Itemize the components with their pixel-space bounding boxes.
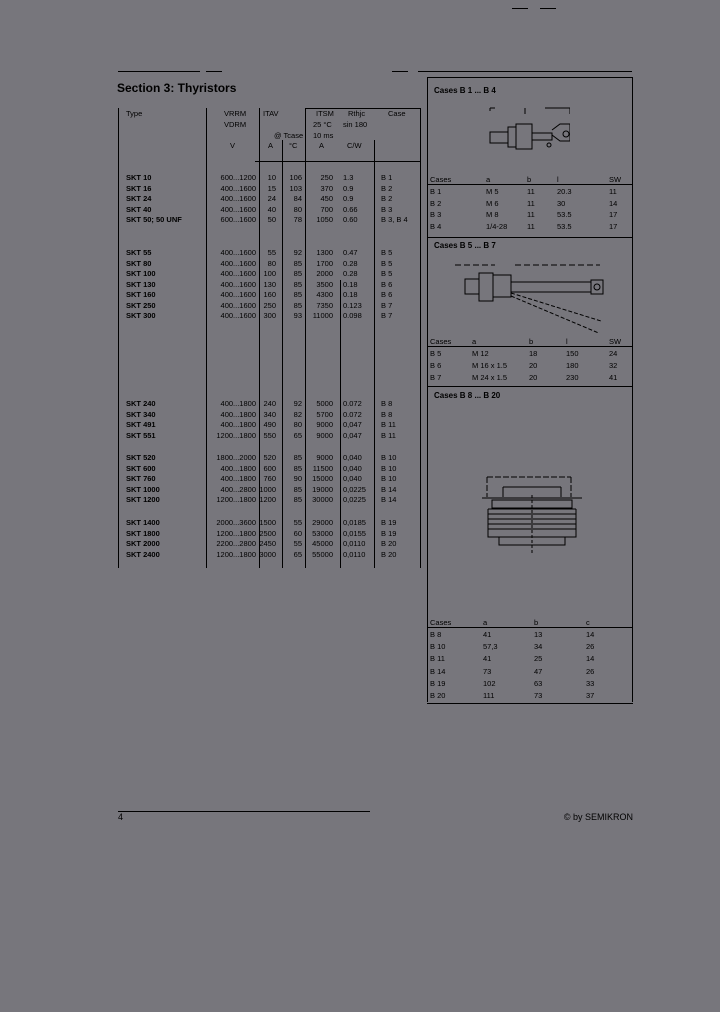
header-itsm-time: 10 ms xyxy=(313,131,334,140)
cell-type: SKT 24 xyxy=(126,194,152,203)
cell: 73 xyxy=(534,691,543,700)
cell: 37 xyxy=(586,691,595,700)
cell: 11 xyxy=(527,210,535,220)
cell-type: SKT 520 xyxy=(126,453,156,462)
cell-case: B 20 xyxy=(381,539,397,548)
cell: 73 xyxy=(483,666,492,676)
cell-voltage: 400...1800 xyxy=(220,463,256,473)
cell: 150 xyxy=(566,349,579,358)
header-3: l xyxy=(557,175,559,184)
cell: 20.3 xyxy=(557,187,572,196)
box-border xyxy=(427,703,633,704)
box-border xyxy=(427,237,633,238)
cell-voltage: 1200...1800 xyxy=(216,528,256,538)
header-2: b xyxy=(529,337,534,346)
cell-rthjc: 0,040 xyxy=(343,463,362,473)
cell-voltage: 2200...2800 xyxy=(216,539,256,548)
cell-rthjc: 0,0110 xyxy=(343,539,366,548)
cell-rthjc: 0.123 xyxy=(343,300,362,310)
cell: 11 xyxy=(527,187,535,196)
cell-voltage: 400...1600 xyxy=(220,248,256,257)
cell-case: B 11 xyxy=(381,420,396,429)
cell-tcase: 82 xyxy=(293,409,302,419)
column-rule xyxy=(118,108,119,568)
cell: M 5 xyxy=(486,187,499,196)
cell-itsm: 450 xyxy=(320,194,333,203)
cell-rthjc: 0.18 xyxy=(343,279,358,289)
cell: 111 xyxy=(483,691,495,700)
cell-itav: 340 xyxy=(263,409,276,419)
header-rthjc-cond: sin 180 xyxy=(343,120,368,129)
cell-voltage: 2000...3600 xyxy=(216,518,256,527)
header-vdrm: VDRM xyxy=(224,120,247,129)
cell-rthjc: 0,0225 xyxy=(343,484,366,494)
cell-type: SKT 1800 xyxy=(126,528,160,538)
cell: 20 xyxy=(529,361,538,370)
cell-rthjc: 1.3 xyxy=(343,173,354,182)
cell-type: SKT 130 xyxy=(126,279,156,289)
cell-itav: 2450 xyxy=(259,539,276,548)
cell-type: SKT 2000 xyxy=(126,539,160,548)
cell-type: SKT 40 xyxy=(126,204,152,214)
cell-voltage: 400...1600 xyxy=(220,290,256,299)
cell-voltage: 400...1600 xyxy=(220,183,256,193)
cell-voltage: 400...1600 xyxy=(220,258,256,268)
cell-tcase: 85 xyxy=(293,495,302,504)
header-tcase: @ Tcase xyxy=(274,131,304,140)
cell: 33 xyxy=(586,678,595,688)
divider xyxy=(540,8,556,9)
cell-voltage: 1200...1800 xyxy=(216,430,256,440)
cell-type: SKT 1200 xyxy=(126,495,160,504)
header-3: l xyxy=(566,337,568,346)
cell: 26 xyxy=(586,666,595,676)
header-vrrm: VRRM xyxy=(224,109,247,118)
cell-itav: 3000 xyxy=(259,549,276,559)
cell-tcase: 65 xyxy=(293,549,302,559)
cell-tcase: 106 xyxy=(289,173,302,182)
cell: 11 xyxy=(527,222,535,232)
cell-itav: 240 xyxy=(263,399,276,408)
cell: 26 xyxy=(586,642,595,652)
cell-tcase: 85 xyxy=(293,463,302,473)
cell-tcase: 85 xyxy=(293,300,302,310)
cell-itsm: 30000 xyxy=(312,495,333,504)
section-title: Section 3: Thyristors xyxy=(117,81,237,95)
cell: B 5 xyxy=(430,349,442,358)
cell-type: SKT 240 xyxy=(126,399,156,408)
cell: B 1 xyxy=(430,187,442,196)
cell-itsm: 1300 xyxy=(316,248,333,257)
cell-tcase: 90 xyxy=(293,474,302,483)
cell: 30 xyxy=(557,198,566,208)
cell: M 16 x 1.5 xyxy=(472,361,508,370)
cell-type: SKT 10 xyxy=(126,173,152,182)
cell-tcase: 85 xyxy=(293,258,302,268)
divider xyxy=(255,161,420,162)
box-border xyxy=(427,77,633,78)
cell-case: B 10 xyxy=(381,474,397,483)
cases-b5-b7-title: Cases B 5 ... B 7 xyxy=(434,241,496,250)
divider xyxy=(206,71,222,72)
cell-type: SKT 16 xyxy=(126,183,152,193)
cell: 13 xyxy=(534,630,543,639)
cell: 102 xyxy=(483,678,496,688)
cell-tcase: 84 xyxy=(293,194,302,203)
cell-type: SKT 250 xyxy=(126,300,156,310)
cell-itsm: 2000 xyxy=(316,269,333,278)
cell-type: SKT 491 xyxy=(126,420,156,429)
header-3: c xyxy=(586,618,590,627)
unit-a2: A xyxy=(319,141,325,150)
cell-itav: 24 xyxy=(267,194,276,203)
cell-case: B 3 xyxy=(381,204,393,214)
cell: M 6 xyxy=(486,198,499,208)
cell-itav: 300 xyxy=(263,311,276,320)
cell-rthjc: 0.18 xyxy=(343,290,358,299)
cell: 47 xyxy=(534,666,543,676)
cell-case: B 1 xyxy=(381,173,393,182)
cell-tcase: 85 xyxy=(293,484,302,494)
divider xyxy=(427,346,633,347)
cell-itav: 55 xyxy=(267,248,276,257)
cell-itav: 2500 xyxy=(259,528,276,538)
cell-rthjc: 0.098 xyxy=(343,311,362,320)
header-1: a xyxy=(472,337,477,346)
cell-itsm: 29000 xyxy=(312,518,333,527)
cell-voltage: 400...1600 xyxy=(220,194,256,203)
cell-itav: 130 xyxy=(263,279,276,289)
cell-rthjc: 0.9 xyxy=(343,194,354,203)
cell-itsm: 9000 xyxy=(316,420,333,429)
cell-itsm: 3500 xyxy=(316,279,333,289)
cell-tcase: 80 xyxy=(293,204,302,214)
header-case: Case xyxy=(388,109,406,118)
cell-voltage: 400...1600 xyxy=(220,204,256,214)
box-border xyxy=(427,386,633,387)
cell-itsm: 700 xyxy=(320,204,333,214)
cell-itav: 760 xyxy=(263,474,276,483)
cell-rthjc: 0.072 xyxy=(343,409,362,419)
divider xyxy=(392,71,408,72)
cell: B 10 xyxy=(430,642,446,652)
cell-type: SKT 50; 50 UNF xyxy=(126,215,182,224)
cell-itav: 1500 xyxy=(259,518,276,527)
cell-itav: 160 xyxy=(263,290,276,299)
cell-case: B 8 xyxy=(381,409,393,419)
cell-itav: 250 xyxy=(263,300,276,310)
cell-tcase: 93 xyxy=(293,311,302,320)
cell-case: B 5 xyxy=(381,258,393,268)
divider xyxy=(118,71,200,72)
cell: B 2 xyxy=(430,198,442,208)
cell: 41 xyxy=(609,373,618,382)
cell-rthjc: 0.9 xyxy=(343,183,354,193)
unit-c: °C xyxy=(289,141,298,150)
cell-voltage: 400...1800 xyxy=(220,474,256,483)
cell-itav: 40 xyxy=(267,204,276,214)
cell-itsm: 9000 xyxy=(316,430,333,440)
cell-itsm: 55000 xyxy=(312,549,333,559)
cell-type: SKT 80 xyxy=(126,258,152,268)
cell-itsm: 5000 xyxy=(316,399,333,408)
header-1: a xyxy=(483,618,488,627)
cell-rthjc: 0,0155 xyxy=(343,528,366,538)
cell: B 20 xyxy=(430,691,446,700)
cell-itav: 550 xyxy=(263,430,276,440)
unit-a: A xyxy=(268,141,274,150)
unit-v: V xyxy=(230,141,236,150)
cell-tcase: 65 xyxy=(293,430,302,440)
cell: 25 xyxy=(534,654,543,664)
cell-tcase: 60 xyxy=(293,528,302,538)
cell-type: SKT 160 xyxy=(126,290,156,299)
cell: 1/4-28 xyxy=(486,222,508,232)
cell-itav: 80 xyxy=(267,258,276,268)
cell-voltage: 600...1200 xyxy=(220,173,256,182)
cell-voltage: 400...2800 xyxy=(220,484,256,494)
cell-voltage: 1200...1800 xyxy=(216,495,256,504)
cell: 41 xyxy=(483,630,492,639)
cell-voltage: 1200...1800 xyxy=(216,549,256,559)
cell-tcase: 85 xyxy=(293,453,302,462)
cell-type: SKT 551 xyxy=(126,430,156,440)
cell-case: B 20 xyxy=(381,549,397,559)
header-0: Cases xyxy=(430,337,452,346)
divider xyxy=(418,71,632,72)
cell: 11 xyxy=(609,187,617,196)
cell-itsm: 1050 xyxy=(316,215,333,224)
cell-itsm: 11000 xyxy=(312,311,333,320)
cell-itav: 1000 xyxy=(259,484,276,494)
cell-type: SKT 2400 xyxy=(126,549,160,559)
page-number: 4 xyxy=(118,812,124,822)
cell-itsm: 11500 xyxy=(312,463,333,473)
divider xyxy=(427,184,633,185)
cell-tcase: 92 xyxy=(293,399,302,408)
copyright: © by SEMIKRON xyxy=(563,812,633,822)
cell-itsm: 7350 xyxy=(316,300,333,310)
header-rthjc: Rthjc xyxy=(348,109,366,118)
cell-type: SKT 100 xyxy=(126,269,156,278)
cell-type: SKT 300 xyxy=(126,311,156,320)
header-type: Type xyxy=(126,109,143,118)
cases-b1-b4-title: Cases B 1 ... B 4 xyxy=(434,86,496,95)
cell-type: SKT 1400 xyxy=(126,518,160,527)
cell-case: B 7 xyxy=(381,300,393,310)
cell-itsm: 4300 xyxy=(316,290,333,299)
cell-voltage: 1800...2000 xyxy=(216,453,256,462)
cell: 14 xyxy=(586,630,595,639)
cell: 57,3 xyxy=(483,642,498,652)
cell-case: B 19 xyxy=(381,518,397,527)
cell: 18 xyxy=(529,349,538,358)
cell-rthjc: 0,0110 xyxy=(343,549,366,559)
cell-itav: 100 xyxy=(263,269,276,278)
cell-rthjc: 0.60 xyxy=(343,215,358,224)
cell-rthjc: 0,040 xyxy=(343,453,362,462)
column-rule xyxy=(206,108,207,568)
cell-case: B 19 xyxy=(381,528,397,538)
cell-tcase: 85 xyxy=(293,290,302,299)
cell-rthjc: 0.28 xyxy=(343,269,358,278)
cell-tcase: 55 xyxy=(293,539,302,548)
cell: M 12 xyxy=(472,349,489,358)
cell-itsm: 15000 xyxy=(312,474,333,483)
cell: 34 xyxy=(534,642,543,652)
header-0: Cases xyxy=(430,175,452,184)
cell-tcase: 85 xyxy=(293,269,302,278)
cell-voltage: 400...1800 xyxy=(220,420,256,429)
unit-cw: C/W xyxy=(347,141,362,150)
cell-itav: 15 xyxy=(267,183,276,193)
cell-case: B 14 xyxy=(381,495,397,504)
cell-itav: 10 xyxy=(267,173,276,182)
header-0: Cases xyxy=(430,618,452,627)
cases-b8-b20-title: Cases B 8 ... B 20 xyxy=(434,391,501,400)
cell-rthjc: 0.28 xyxy=(343,258,358,268)
cell-itsm: 45000 xyxy=(312,539,333,548)
cell: 41 xyxy=(483,654,492,664)
cell-case: B 11 xyxy=(381,430,396,440)
header-itsm: ITSM xyxy=(316,109,334,118)
cell: B 7 xyxy=(430,373,442,382)
column-rule xyxy=(374,140,375,568)
cell-case: B 2 xyxy=(381,183,393,193)
cell-voltage: 400...1600 xyxy=(220,279,256,289)
cell: B 19 xyxy=(430,678,446,688)
cell: B 4 xyxy=(430,222,442,232)
header-1: a xyxy=(486,175,491,184)
cell-voltage: 400...1800 xyxy=(220,399,256,408)
cell-voltage: 400...1600 xyxy=(220,311,256,320)
cell-case: B 5 xyxy=(381,269,393,278)
box-border xyxy=(632,77,633,702)
cell-tcase: 85 xyxy=(293,279,302,289)
divider xyxy=(305,108,420,109)
cell-itsm: 5700 xyxy=(316,409,333,419)
cell-itav: 50 xyxy=(267,215,276,224)
cell-case: B 8 xyxy=(381,399,393,408)
box-border xyxy=(427,77,428,702)
column-rule xyxy=(340,280,341,568)
cell-rthjc: 0,040 xyxy=(343,474,362,483)
cell-rthjc: 0.47 xyxy=(343,248,358,257)
cell: M 24 x 1.5 xyxy=(472,373,508,382)
cell: 20 xyxy=(529,373,538,382)
cell-case: B 10 xyxy=(381,453,397,462)
cell-type: SKT 55 xyxy=(126,248,152,257)
cell-rthjc: 0.072 xyxy=(343,399,362,408)
cell: B 3 xyxy=(430,210,442,220)
cell: B 6 xyxy=(430,361,442,370)
cell: 180 xyxy=(566,361,579,370)
case-b1-b4-drawing xyxy=(480,105,570,155)
cell-type: SKT 760 xyxy=(126,474,156,483)
header-itav: ITAV xyxy=(263,109,279,118)
cell-rthjc: 0,047 xyxy=(343,420,362,429)
cell: 24 xyxy=(609,349,618,358)
cell-voltage: 400...1600 xyxy=(220,269,256,278)
cell-type: SKT 1000 xyxy=(126,484,160,494)
cell-case: B 14 xyxy=(381,484,397,494)
header-4: SW xyxy=(609,175,622,184)
cell-voltage: 400...1800 xyxy=(220,409,256,419)
footer-rule xyxy=(118,811,370,812)
cell-tcase: 55 xyxy=(293,518,302,527)
cell: 14 xyxy=(586,654,595,664)
cell: 17 xyxy=(609,210,618,220)
cell-itav: 490 xyxy=(263,420,276,429)
header-2: b xyxy=(527,175,532,184)
cell-rthjc: 0,047 xyxy=(343,430,362,440)
cell-case: B 5 xyxy=(381,248,393,257)
cell-tcase: 78 xyxy=(293,215,302,224)
cell-case: B 10 xyxy=(381,463,397,473)
cell: 63 xyxy=(534,678,543,688)
cell-itsm: 19000 xyxy=(312,484,333,494)
cell: 53.5 xyxy=(557,210,572,220)
cell-itsm: 9000 xyxy=(316,453,333,462)
cell: 230 xyxy=(566,373,579,382)
header-itsm-temp: 25 °C xyxy=(313,120,332,129)
cell-case: B 7 xyxy=(381,311,393,320)
cell: M 8 xyxy=(486,210,499,220)
cell-rthjc: 0.66 xyxy=(343,204,358,214)
cell: 17 xyxy=(609,222,618,232)
cell: 11 xyxy=(527,198,535,208)
header-2: b xyxy=(534,618,539,627)
cell-itav: 520 xyxy=(263,453,276,462)
cell: 14 xyxy=(609,198,618,208)
cell-tcase: 92 xyxy=(293,248,302,257)
cell-itsm: 53000 xyxy=(312,528,333,538)
column-rule xyxy=(282,140,283,568)
cell: 53.5 xyxy=(557,222,572,232)
case-b8-b20-drawing xyxy=(477,475,587,557)
cell: B 8 xyxy=(430,630,442,639)
cell-rthjc: 0,0225 xyxy=(343,495,366,504)
cell: B 14 xyxy=(430,666,446,676)
cell-itsm: 1700 xyxy=(316,258,333,268)
cell-tcase: 103 xyxy=(289,183,302,193)
cell-itsm: 370 xyxy=(320,183,333,193)
cell-itav: 1200 xyxy=(259,495,276,504)
cell-voltage: 600...1600 xyxy=(220,215,256,224)
cell-itav: 600 xyxy=(263,463,276,473)
cell-case: B 2 xyxy=(381,194,393,203)
cell-type: SKT 600 xyxy=(126,463,156,473)
cell-itsm: 250 xyxy=(320,173,333,182)
cell: 32 xyxy=(609,361,618,370)
cell-rthjc: 0,0185 xyxy=(343,518,366,527)
cell-case: B 6 xyxy=(381,279,393,289)
cell-type: SKT 340 xyxy=(126,409,156,419)
cell: B 11 xyxy=(430,654,445,664)
divider xyxy=(512,8,528,9)
column-rule xyxy=(420,108,421,568)
case-b5-b7-drawing xyxy=(445,253,605,333)
cell-voltage: 400...1600 xyxy=(220,300,256,310)
cell-case: B 6 xyxy=(381,290,393,299)
cell-case: B 3, B 4 xyxy=(381,215,408,224)
cell-tcase: 80 xyxy=(293,420,302,429)
header-4: SW xyxy=(609,337,622,346)
column-rule xyxy=(305,108,306,568)
divider xyxy=(427,627,633,628)
